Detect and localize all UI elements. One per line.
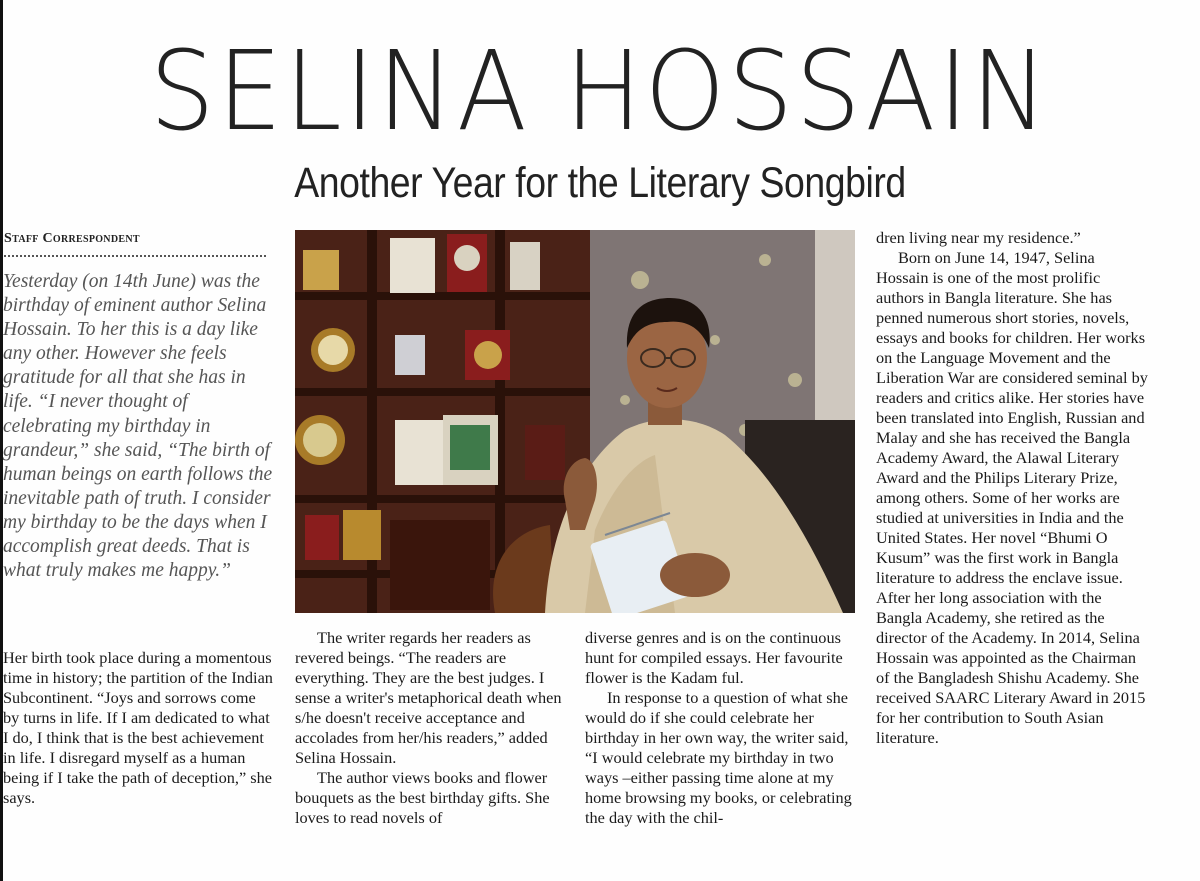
- author-photo: [295, 230, 855, 613]
- column-4-paragraph-2: Born on June 14, 1947, Selina Hossain is one of the most prolific authors in Bangla literature. She has penned numerous short stories, novels, essays and books for children. Her works on the Language Movement and the Liberation War are considered seminal by readers and critics alike. Her stories have been translated into English, Russian and Malay and she has received the Bangla Academy Award, the Alawal Literary Award and the Philips Literary Prize, among others. Some of her works are studied at universities in India and the United States. Her novel “Bhumi O Kusum” was the first work in Bangla literature to address the enclave issue. After her long association with the Bangla Academy, she retired as the director of the Academy. In 2014, Selina Hossain was appointed as the Chairman of the Bangladesh Shishu Academy. She received SAARC Literary Award in 2015 for her contribution to South Asian literature.: [876, 248, 1148, 747]
- author-photo-illustration: [295, 230, 855, 613]
- byline: Staff Correspondent: [4, 231, 266, 257]
- column-1-paragraph: Her birth took place during a momentous time in history; the partition of the Indian Subcontinent. “Joys and sorrows come by turns in life. If I am dedicated to what I do, I think that is the best achievement in life. I disregard myself as a human being if I take the path of deception,” she says.: [3, 648, 273, 807]
- column-3-paragraph-2: In response to a question of what she would do if she could celebrate her birthday in her own way, the writer said, “I would celebrate my birthday in two ways –either passing time alone at my home browsing my books, or celebrating the day with the chil-: [585, 688, 852, 827]
- column-2-paragraph-2: The author views books and flower bouquets as the best birthday gifts. She loves to read novels of: [295, 768, 550, 827]
- column-4: [876, 228, 1148, 748]
- article-headline: SELINA HOSSAIN: [149, 27, 1051, 155]
- column-4-paragraph-1: dren living near my residence.”: [876, 228, 1081, 247]
- column-1: [3, 648, 275, 808]
- article-lede: Yesterday (on 14th June) was the birthday of eminent author Selina Hossain. To her this is a day like any other. However she feels gratitude for all that she has in life. “I never thought of celebrating my birthday in grandeur,” she said, “The birth of human beings on earth follows the inevitable path of truth. I consider my birthday to be the days when I accomplish great deeds. That is what truly makes me happy.”: [3, 271, 273, 582]
- column-3: [585, 628, 857, 828]
- column-2: [295, 628, 567, 828]
- column-3-paragraph-1: diverse genres and is on the continuous hunt for compiled essays. Her favourite flower is the Kadam ful.: [585, 628, 843, 687]
- article-subheadline: Another Year for the Literary Songbird: [294, 159, 906, 207]
- column-2-paragraph-1: The writer regards her readers as revered beings. “The readers are everything. They are the best judges. I sense a writer's metaphorical death when s/he doesn't receive acceptance and accolades from her/his readers,” added Selina Hossain.: [295, 628, 562, 767]
